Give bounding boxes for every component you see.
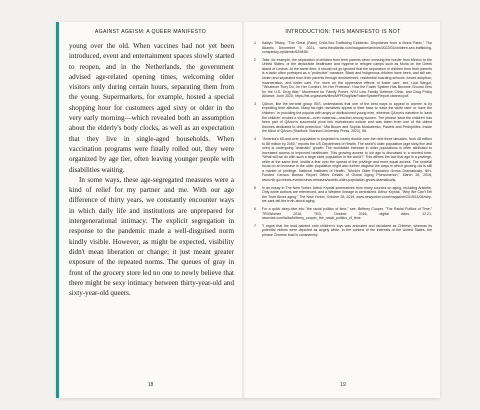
- endnotes: [254, 41, 432, 241]
- endnote-text: In an essay in The New Yorker, Arthur Krystal summarizes from many sources on aging, including Aristotle. Only white authors are referenced, and a Western lineage is centralized. Arthur Krystal, "Why We Can't Tell the Truth About aging," The New Yorker, October 28, 2019, www.newyorker.com/magazine/2019/11/04/why-we-cant-tell-the-truth-about-aging.: [262, 185, 432, 204]
- endnote: [254, 137, 432, 182]
- endnote-number: 5: [254, 185, 256, 190]
- endnote: [254, 58, 432, 99]
- endnote-text: QAnon, like the terrorist group ISIS, understands that one of the best ways to appeal to women is by exploiting their altruism. Many far-right narratives appeal in their base to 'save the white race' or 'save the children.' In providing the popular with angry or disillusioned young men, whereas QAnon's narrative to 'save the children' evokes a visceral—even maternal—reaction among women. The phrase 'save the children' has been part of QAnon's successful pivot into mainstream culture and was taken from one of the oldest theories dedicated to child protection." Mia Bloom and Sophia Moskalenko, Pastels and Pedophiles: Inside the Mind of QAnon (Stanford: Stanford University Press, 2021), 56.: [262, 101, 433, 134]
- endnote-text: For a quick deep-dive into "the racial politics of time," see, Brittney Cooper, "The Racial Politics of Time," TEDWomen 2016, TED, October 2016, digital video, 12:21, www.ted.com/talks/brittney_cooper_the_racial_politics_of_time.: [262, 206, 432, 221]
- left-page: [59, 22, 242, 398]
- right-page: [246, 22, 440, 398]
- endnote-number: 2: [254, 57, 256, 62]
- running-head-left: AGAINST AGEISM: A QUEER MANIFESTO: [94, 29, 207, 35]
- paragraph: In some ways, these age-segregated measures were a kind of relief for my partner and me. With our age difference of thirty years, we constantly encounter ways in which daily life and institutions are unprepared for intergenerational intimacy. The explicit segregation in response to the pandemic made a well-disguised norm kindly visible. However, as might be expected, visibility didn't mean liberation or change; it just meant greater exposure of the repeated norms. The queues of gray in front of the grocery store led no one to newly believe that there might be sexy intimacy between thirty-year-old and sixty-year-old queers.: [69, 175, 234, 298]
- endnote-number: 7: [254, 223, 256, 228]
- endnote-text: "America's 65-and-over population is projected to nearly double over the next three decades, from 48 million to 88 million by 2050," reports the US Department of Health. The world's older population (age sixty-five and over) is undergoing "dramatic" growth. The worldwide increase in older populations is often attributed to increased access to improved healthcare. This growing access to old age is discussed in a worried tone: "What will we do with such a large older population in the world?" This affirms the fact that age is a privilege, while at the same time, instills a fear over the spread of the privilege and more equal access. The societal focus on an increase in the older population might also further disguise the ways in which growing old is still a marker of privilege. National Institutes of Health, "World's Older Population Grows Dramatically: NIH-Funded Census Bureau Report Offers Details of Global Aging Phenomenon," March 28, 2016, www.nih.gov/news-events/news-releases/worlds-older-population-grows-dramatically.: [262, 136, 432, 182]
- endnote: [254, 207, 432, 221]
- paragraph: young over the old. When vaccines had not yet been introduced, event and entertainment spaces slowly started to reopen, and in the Netherlands, the government advised age-related opening times, welcoming older visitors only during certain hours, separating them from the young. Supermarkets, for example, hosted a special shopping hour for customers aged sixty or older in the very early morning—which revealed both an assumption about the elderly's body clocks, as well as an expectation that they live in single-aged households. When vaccination programs were finally rolled out, they were organized by age tier, often leaving younger people with disabilities waiting.: [69, 42, 234, 174]
- endnote: [254, 186, 432, 204]
- endnote-number: 1: [254, 41, 256, 45]
- endnote-number: 6: [254, 206, 256, 211]
- endnote-number: 4: [254, 136, 256, 141]
- page-number-left: 18: [147, 382, 154, 388]
- endnote: [254, 41, 432, 55]
- endnote-text: Take, for example, the separation of children from their parents when crossing the border from Mexico to the United States, or the deplorable healthcare and hygiene in refugee camps such as Moria on the Greek island of Lesbos. At the same time, it should not go ignored that the separation of children from their parents is a tactic often portrayed as a "protective" measure. Black and Indigenous children have been, and still are, stolen and separated from their parents through enslavement, residential boarding schools, forced adoption, incarceration, and foster care. For more on the oppressive effects of foster care, see, Lisa Sangoi, "'Whatever They Do, I'm Her Comfort, I'm Her Protector': How the Foster System Has Become Ground Zero for the U.S. Drug War," Movement for Family Power, NYU Law Family Defense Clinic, and Drug Policy Alliance, June 2020, https://bit.org/assets/files/MFPDrugWarFosterSystemReport.cleaned.pdf.: [262, 57, 432, 99]
- endnote: [254, 102, 432, 134]
- running-head-right: INTRODUCTION: THIS MANIFESTO IS NOT: [285, 29, 401, 35]
- endnote-number: 3: [254, 101, 256, 106]
- body-text: [69, 41, 234, 298]
- endnote-text: "I argue that the lead painted onto children's toys was animated and racialized as Chinese, whereas its potential victims were depicted as largely white. In the context of the interests of the United States, the phrase Chinese lead is consistently: [262, 223, 432, 237]
- page-number-right: 19: [340, 382, 346, 388]
- endnote-text: Kaitlyn Tiffany, "The Great (Fake) Child-Sex-Trafficking Epidemic: Disputches from a Moral Panic," The Atlantic, December 9, 2021, www.theatlantic.com/magazine/archive/2022/01/children-sex-trafficking-conspiracy-epidemic/620845/.: [262, 41, 432, 55]
- endnote: [254, 224, 432, 238]
